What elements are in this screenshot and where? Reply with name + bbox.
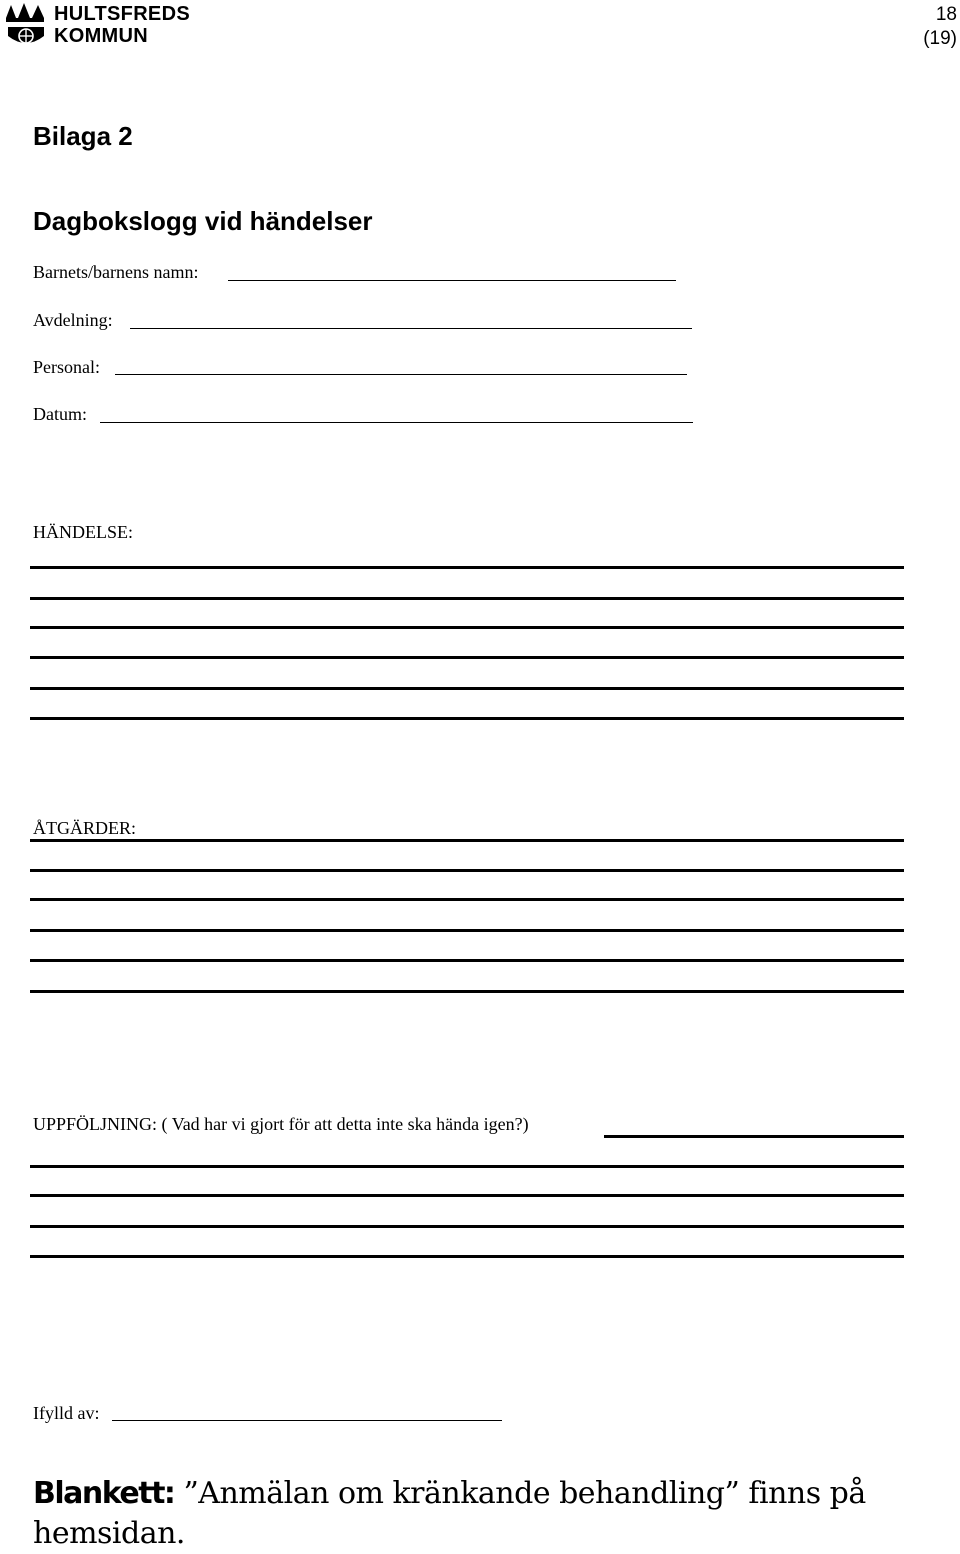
form-note-text: ”Anmälan om kränkande behandling” finns på hemsidan. xyxy=(33,1476,866,1551)
logo-line-1: HULTSFREDS xyxy=(54,2,190,25)
event-line-3[interactable] xyxy=(30,626,904,629)
department-field[interactable] xyxy=(130,328,692,329)
department-label: Avdelning: xyxy=(33,310,113,330)
municipality-logo xyxy=(4,0,190,48)
followup-line-2[interactable] xyxy=(30,1165,904,1168)
form-note xyxy=(33,1474,933,1554)
event-line-1[interactable] xyxy=(30,566,904,569)
followup-label: UPPFÖLJNING: ( Vad har vi gjort för att detta inte ska hända igen?) xyxy=(33,1114,529,1134)
date-field[interactable] xyxy=(100,422,693,423)
actions-line-3[interactable] xyxy=(30,898,904,901)
filled-by-label: Ifylld av: xyxy=(33,1403,100,1423)
event-line-6[interactable] xyxy=(30,717,904,720)
followup-line-4[interactable] xyxy=(30,1225,904,1228)
event-line-4[interactable] xyxy=(30,656,904,659)
child-name-field[interactable] xyxy=(228,280,676,281)
appendix-title: Bilaga 2 xyxy=(33,121,133,151)
actions-line-4[interactable] xyxy=(30,929,904,932)
form-note-bold: Blankett: xyxy=(33,1476,175,1511)
actions-label: ÅTGÄRDER: xyxy=(33,818,136,838)
actions-line-1[interactable] xyxy=(30,839,904,842)
actions-line-2[interactable] xyxy=(30,869,904,872)
page-number-current: 18 xyxy=(935,4,957,25)
staff-label: Personal: xyxy=(33,357,100,377)
logo-line-2: KOMMUN xyxy=(54,24,149,47)
form-title: Dagbokslogg vid händelser xyxy=(33,206,373,236)
actions-line-5[interactable] xyxy=(30,959,904,962)
child-name-label: Barnets/barnens namn: xyxy=(33,262,199,282)
actions-line-6[interactable] xyxy=(30,990,904,993)
page-number xyxy=(923,3,957,51)
followup-line-5[interactable] xyxy=(30,1255,904,1258)
event-label: HÄNDELSE: xyxy=(33,522,133,542)
followup-line-1[interactable] xyxy=(604,1135,904,1138)
coat-of-arms-icon xyxy=(4,0,48,48)
event-line-2[interactable] xyxy=(30,597,904,600)
followup-line-3[interactable] xyxy=(30,1194,904,1197)
staff-field[interactable] xyxy=(115,374,687,375)
event-line-5[interactable] xyxy=(30,687,904,690)
filled-by-field[interactable] xyxy=(112,1420,502,1421)
logo-wordmark xyxy=(54,3,190,47)
date-label: Datum: xyxy=(33,404,87,424)
page-number-total: (19) xyxy=(923,28,957,49)
